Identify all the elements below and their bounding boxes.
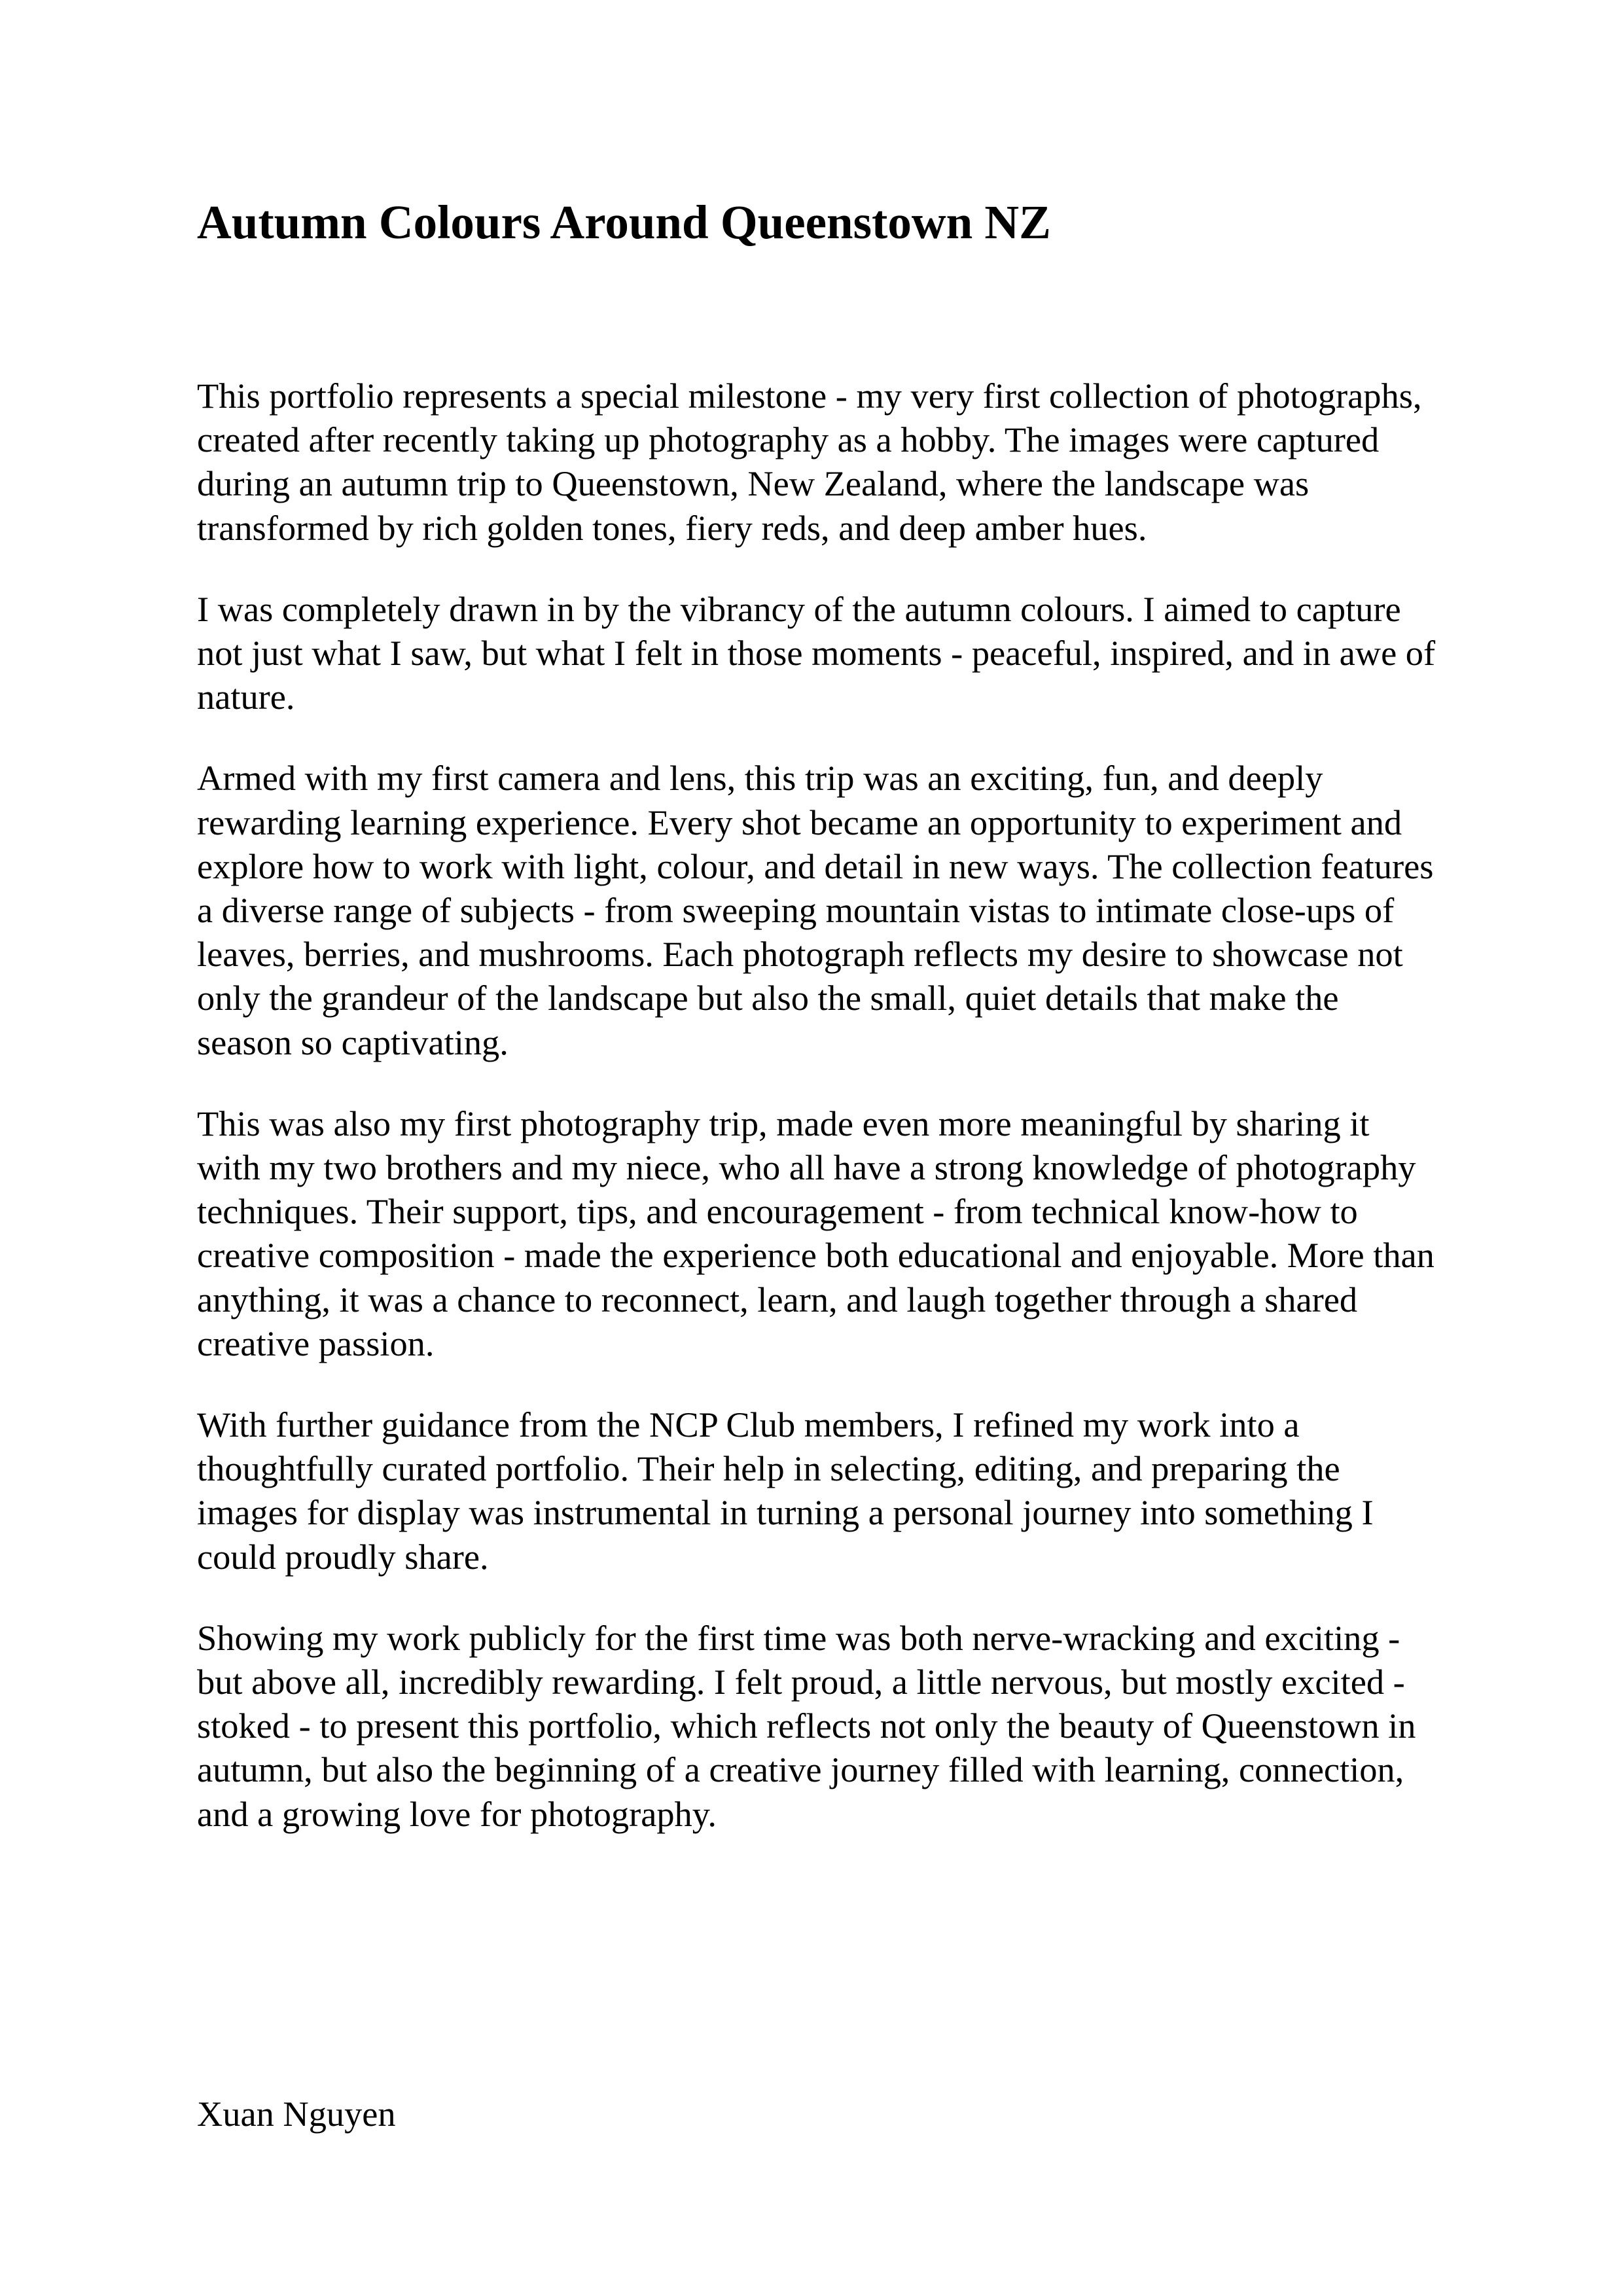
paragraph-vibrancy: I was completely drawn in by the vibrancy of the autumn colours. I aimed to capture not just what I saw, but what I felt in those moments - peaceful, inspired, and in awe of nature.	[197, 589, 1436, 717]
author-signature: Xuan Nguyen	[197, 2094, 396, 2134]
paragraph-learning-experience: Armed with my first camera and lens, this trip was an exciting, fun, and deeply rewarding learning experience. Every shot became an opportunity to experiment and explore how to work with light, colour, and detail in new ways. The collection features a diverse range of subjects - from sweeping mountain vistas to intimate close-ups of leaves, berries, and mushrooms. Each photograph reflects my desire to showcase not only the grandeur of the landscape but also the small, quiet details that make the season so captivating.	[197, 759, 1434, 1062]
paragraph-ncp-club: With further guidance from the NCP Club members, I refined my work into a thoughtfully curated portfolio. Their help in selecting, editing, and preparing the images for display was instrumental in turning a personal journey into something I could proudly share.	[197, 1405, 1374, 1577]
document-body	[197, 374, 1440, 1874]
document-title: Autumn Colours Around Queenstown NZ	[197, 196, 1051, 249]
paragraph-showing-work: Showing my work publicly for the first time was both nerve-wracking and exciting - but above all, incredibly rewarding. I felt proud, a little nervous, but mostly excited - stoked - to present this portfolio, which reflects not only the beauty of Queenstown in autumn, but also the beginning of a creative journey filled with learning, connection, and a growing love for photography.	[197, 1618, 1416, 1834]
paragraph-family-trip: This was also my first photography trip, made even more meaningful by sharing it with my two brothers and my niece, who all have a strong knowledge of photography techniques. Their support, tips, and encouragement - from technical know-how to creative composition - made the experience both educational and enjoyable. More than anything, it was a chance to reconnect, learn, and laugh together through a shared creative passion.	[197, 1103, 1435, 1363]
paragraph-milestone: This portfolio represents a special milestone - my very first collection of photographs, created after recently taking up photography as a hobby. The images were captured during an autumn trip to Queenstown, New Zealand, where the landscape was transformed by rich golden tones, fiery reds, and deep amber hues.	[197, 376, 1422, 548]
